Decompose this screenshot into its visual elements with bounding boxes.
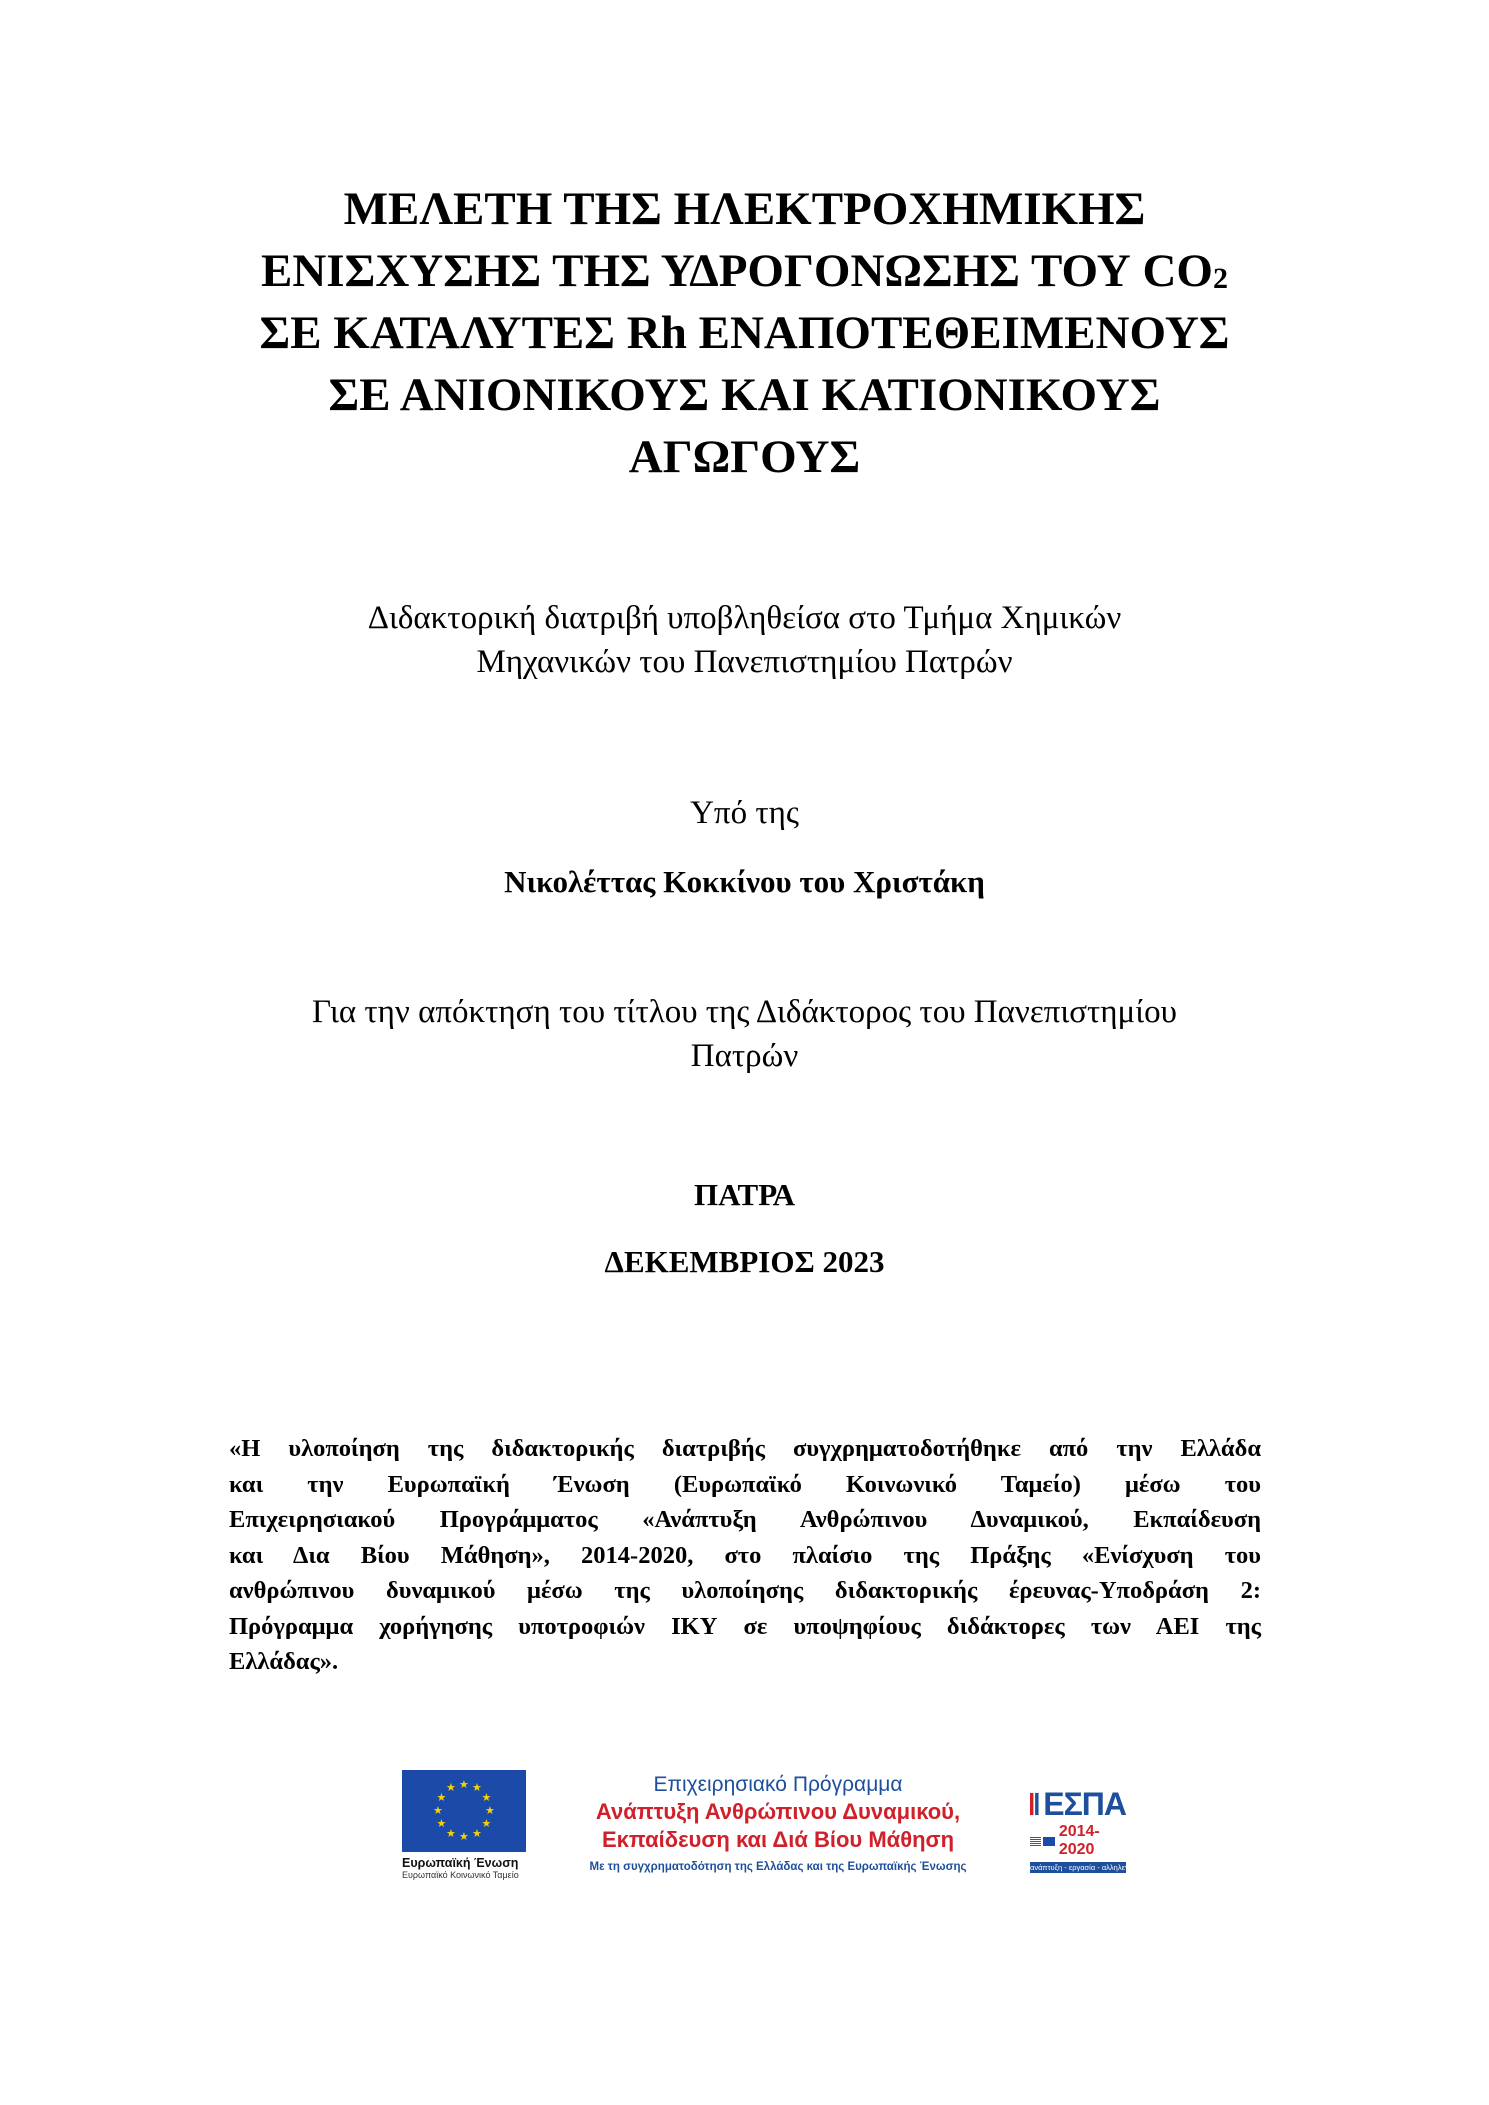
eu-logo-name: Ευρωπαϊκή Ένωση xyxy=(402,1856,519,1870)
eu-star-icon: ★ xyxy=(459,1778,469,1791)
eu-logo-subtitle: Ευρωπαϊκό Κοινωνικό Ταμείο xyxy=(402,1870,519,1880)
operational-programme-logo xyxy=(560,1772,996,1876)
eu-star-icon: ★ xyxy=(446,1781,456,1795)
op-logo-line-1: Επιχειρησιακό Πρόγραμμα xyxy=(653,1773,903,1796)
funding-line: και Δια Βίου Μάθηση», 2014-2020, στο πλαίσιο της Πράξης «Ενίσχυση του xyxy=(229,1541,1261,1569)
espa-mark-icon xyxy=(1030,1789,1040,1819)
funding-line: Ελλάδας». xyxy=(229,1648,339,1675)
subtitle-line-1: Διδακτορική διατριβή υποβληθείσα στο Τμήμα Χημικών xyxy=(367,600,1122,636)
funding-line: και την Ευρωπαϊκή Ένωση (Ευρωπαϊκό Κοινωνικό Ταμείο) μέσω του xyxy=(229,1470,1261,1498)
date: ΔΕΚΕΜΒΡΙΟΣ 2023 xyxy=(604,1244,885,1279)
eu-logo xyxy=(402,1770,528,1880)
op-logo-line-2: Ανάπτυξη Ανθρώπινου Δυναμικού, xyxy=(595,1799,961,1824)
eu-star-icon: ★ xyxy=(481,1817,492,1830)
thesis-subtitle xyxy=(200,596,1289,684)
eu-star-icon: ★ xyxy=(485,1804,495,1817)
eu-star-icon: ★ xyxy=(446,1826,456,1840)
purpose-line-1: Για την απόκτηση του τίτλου της Διδάκτορος του Πανεπιστημίου xyxy=(312,994,1177,1030)
eu-star-icon: ★ xyxy=(436,1791,447,1804)
by-label: Υπό της xyxy=(690,795,799,831)
title-line-2-text: ΕΝΙΣΧΥΣΗΣ ΤΗΣ ΥΔΡΟΓΟΝΩΣΗΣ ΤΟΥ CO xyxy=(261,245,1213,297)
eu-star-icon: ★ xyxy=(472,1826,482,1840)
funding-line: Πρόγραμμα χορήγησης υποτροφιών ΙΚΥ σε υποψηφίους διδάκτορες των ΑΕΙ της xyxy=(229,1612,1261,1640)
title-line-2 xyxy=(200,240,1289,302)
title-line-4: ΣΕ ΑΝΙΟΝΙΚΟΥΣ ΚΑΙ ΚΑΤΙΟΝΙΚΟΥΣ xyxy=(328,369,1161,421)
degree-purpose xyxy=(200,990,1289,1078)
espa-logo xyxy=(1030,1786,1141,1873)
funding-line: Επιχειρησιακού Προγράμματος «Ανάπτυξη Ανθρώπινου Δυναμικού, Εκπαίδευση xyxy=(229,1506,1261,1533)
espa-years: 2014-2020 xyxy=(1058,1823,1100,1858)
title-line-3: ΣΕ ΚΑΤΑΛΥΤΕΣ Rh ΕΝΑΠΟΤΕΘΕΙΜΕΝΟΥΣ xyxy=(259,307,1230,359)
eu-star-icon: ★ xyxy=(481,1791,492,1804)
eu-flag-icon xyxy=(402,1770,526,1852)
espa-tagline: ανάπτυξη - εργασία - αλληλεγγύη xyxy=(1030,1863,1141,1872)
funding-line: ανθρώπινου δυναμικού μέσω της υλοποίησης διδακτορικής έρευνας-Υποδράση 2: xyxy=(229,1577,1261,1604)
eu-star-icon: ★ xyxy=(436,1817,447,1830)
title-co2-subscript: 2 xyxy=(1212,262,1228,295)
city: ΠΑΤΡΑ xyxy=(694,1177,795,1212)
op-logo-line-3: Εκπαίδευση και Διά Βίου Μάθηση xyxy=(601,1827,955,1852)
eu-star-icon: ★ xyxy=(459,1830,469,1843)
funding-line: «Η υλοποίηση της διδακτορικής διατριβής συγχρηματοδοτήθηκε από την Ελλάδα xyxy=(229,1435,1261,1462)
eu-star-icon: ★ xyxy=(433,1804,443,1817)
funding-statement xyxy=(229,1431,1261,1680)
op-logo-line-4: Με τη συγχρηματοδότηση της Ελλάδας και της Ευρωπαϊκής Ένωσης xyxy=(589,1861,967,1873)
thesis-title xyxy=(200,178,1289,488)
title-line-1: ΜΕΛΕΤΗ ΤΗΣ ΗΛΕΚΤΡΟΧΗΜΙΚΗΣ xyxy=(343,183,1146,235)
subtitle-line-2: Μηχανικών του Πανεπιστημίου Πατρών xyxy=(476,644,1013,680)
greek-flag-icon xyxy=(1030,1837,1041,1846)
eu-star-icon: ★ xyxy=(472,1781,482,1795)
eu-mini-flag-icon xyxy=(1043,1837,1054,1846)
title-line-5: ΑΓΩΓΟΥΣ xyxy=(628,431,861,483)
purpose-line-2: Πατρών xyxy=(690,1038,799,1074)
espa-word: ΕΣΠΑ xyxy=(1043,1786,1126,1822)
author-name: Νικολέττας Κοκκίνου του Χριστάκη xyxy=(504,864,985,899)
